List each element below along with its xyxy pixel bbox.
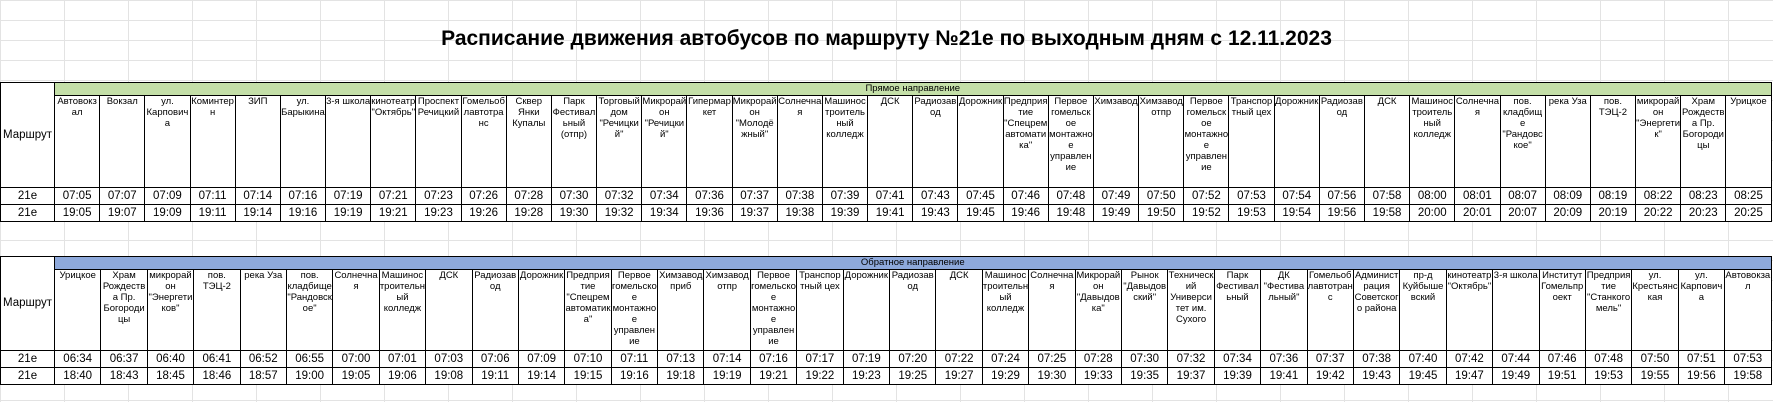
departure-time-cell: 06:52 <box>240 351 286 368</box>
departure-time-cell: 07:53 <box>1229 188 1274 205</box>
stop-name-header: Урицкое <box>55 270 101 351</box>
departure-time-cell: 19:49 <box>1093 205 1138 222</box>
departure-time-cell: 07:38 <box>1353 351 1399 368</box>
departure-time-cell: 19:42 <box>1307 368 1353 385</box>
departure-time-cell: 08:19 <box>1590 188 1635 205</box>
departure-time-cell: 18:40 <box>55 368 101 385</box>
stop-name-header: Автовокзал <box>1725 270 1771 351</box>
departure-time-cell: 19:05 <box>333 368 379 385</box>
stop-name-header: Радиозавод <box>472 270 518 351</box>
departure-time-cell: 07:25 <box>1029 351 1075 368</box>
departure-time-cell: 06:40 <box>147 351 193 368</box>
departure-time-cell: 20:23 <box>1681 205 1726 222</box>
departure-time-cell: 20:19 <box>1590 205 1635 222</box>
departure-time-cell: 19:51 <box>1539 368 1585 385</box>
departure-time-cell: 07:09 <box>145 188 190 205</box>
stop-name-header: Проспект Речицкий <box>416 96 461 188</box>
stop-name-header: 3-я школа <box>326 96 371 188</box>
departure-time-cell: 06:41 <box>194 351 240 368</box>
departure-time-cell: 07:19 <box>843 351 889 368</box>
departure-time-cell: 07:50 <box>1632 351 1678 368</box>
stop-name-header: ул. Карповича <box>1678 270 1724 351</box>
stop-name-header: Солнечная <box>333 270 379 351</box>
schedule-row <box>1 188 1772 205</box>
stop-name-header: Институт Гомельпроект <box>1539 270 1585 351</box>
departure-time-cell: 19:45 <box>1400 368 1446 385</box>
departure-time-cell: 07:03 <box>426 351 472 368</box>
departure-time-cell: 19:28 <box>506 205 551 222</box>
departure-time-cell: 07:49 <box>1093 188 1138 205</box>
departure-time-cell: 19:39 <box>1214 368 1260 385</box>
stop-name-header: Предприятие "Спецремавтоматика" <box>1003 96 1048 188</box>
stop-name-header: Солнечная <box>1455 96 1500 188</box>
route-column-header: Маршрут <box>1 257 55 351</box>
departure-time-cell: 19:08 <box>426 368 472 385</box>
departure-time-cell: 07:37 <box>732 188 777 205</box>
stop-name-header: ул. Крестьянская <box>1632 270 1678 351</box>
departure-time-cell: 07:23 <box>416 188 461 205</box>
stop-name-header: Дорожник <box>518 270 564 351</box>
stop-name-header: Машиностроительный колледж <box>982 270 1028 351</box>
route-number-cell: 21е <box>1 368 55 385</box>
departure-time-cell: 07:34 <box>642 188 687 205</box>
stop-name-header: Первое гомельское монтажное управление <box>750 270 796 351</box>
departure-time-cell: 19:22 <box>797 368 843 385</box>
stop-name-header: Администрация Советского района <box>1353 270 1399 351</box>
stop-name-header: Гомельоблавтотранс <box>1307 270 1353 351</box>
stop-name-header: река Уза <box>1545 96 1590 188</box>
stop-name-header: Храм Рождества Пр. Богородицы <box>101 270 147 351</box>
departure-time-cell: 07:20 <box>890 351 936 368</box>
departure-time-cell: 19:56 <box>1319 205 1364 222</box>
departure-time-cell: 07:17 <box>797 351 843 368</box>
stop-name-header: Солнечная <box>777 96 822 188</box>
departure-time-cell: 19:47 <box>1446 368 1492 385</box>
departure-time-cell: 07:14 <box>704 351 750 368</box>
departure-time-cell: 19:58 <box>1364 205 1409 222</box>
departure-time-cell: 19:14 <box>518 368 564 385</box>
departure-time-cell: 06:34 <box>55 351 101 368</box>
departure-time-cell: 07:53 <box>1725 351 1771 368</box>
stop-name-header: Химзавод <box>1093 96 1138 188</box>
departure-time-cell: 19:27 <box>936 368 982 385</box>
departure-time-cell: 19:00 <box>286 368 332 385</box>
departure-time-cell: 07:09 <box>518 351 564 368</box>
stop-name-header: пов. кладбище "Рандовское" <box>286 270 332 351</box>
direction-banner: Прямое направление <box>55 83 1772 96</box>
departure-time-cell: 07:40 <box>1400 351 1446 368</box>
departure-time-cell: 19:21 <box>371 205 416 222</box>
departure-time-cell: 19:16 <box>611 368 657 385</box>
stop-name-header: Радиозавод <box>1319 96 1364 188</box>
departure-time-cell: 18:57 <box>240 368 286 385</box>
schedule-row <box>1 351 1772 368</box>
stop-name-header: Дорожник <box>1274 96 1319 188</box>
stop-name-header: ул. Барыкина <box>280 96 325 188</box>
departure-time-cell: 07:42 <box>1446 351 1492 368</box>
stop-name-header: Микрорайон "Речицкий" <box>642 96 687 188</box>
departure-time-cell: 19:35 <box>1121 368 1167 385</box>
stop-name-header: Технический Университет им. Сухого <box>1168 270 1214 351</box>
stop-name-header: 3-я школа <box>1493 270 1539 351</box>
stop-name-header: микрорайон "Энергетик" <box>1636 96 1681 188</box>
departure-time-cell: 20:09 <box>1545 205 1590 222</box>
departure-time-cell: 19:14 <box>235 205 280 222</box>
stop-name-header: Сквер Янки Купалы <box>506 96 551 188</box>
stop-name-header: Предприятие "Станкогомель" <box>1585 270 1631 351</box>
route-number-cell: 21е <box>1 188 55 205</box>
departure-time-cell: 07:32 <box>597 188 642 205</box>
stop-name-header: Радиозавод <box>913 96 958 188</box>
departure-time-cell: 19:21 <box>750 368 796 385</box>
stop-name-header: Урицкое <box>1726 96 1771 188</box>
departure-time-cell: 07:41 <box>868 188 913 205</box>
stop-name-header: Коминтерн <box>190 96 235 188</box>
departure-time-cell: 19:55 <box>1632 368 1678 385</box>
departure-time-cell: 20:22 <box>1636 205 1681 222</box>
departure-time-cell: 07:45 <box>958 188 1003 205</box>
stop-name-header: Первое гомельское монтажное управление <box>1184 96 1229 188</box>
departure-time-cell: 20:07 <box>1500 205 1545 222</box>
departure-time-cell: 19:43 <box>913 205 958 222</box>
departure-time-cell: 07:48 <box>1585 351 1631 368</box>
departure-time-cell: 18:46 <box>194 368 240 385</box>
stop-name-header: Парк Фестивальный <box>1214 270 1260 351</box>
departure-time-cell: 18:45 <box>147 368 193 385</box>
departure-time-cell: 07:07 <box>100 188 145 205</box>
departure-time-cell: 07:11 <box>611 351 657 368</box>
departure-time-cell: 07:22 <box>936 351 982 368</box>
departure-time-cell: 20:25 <box>1726 205 1771 222</box>
departure-time-cell: 19:29 <box>982 368 1028 385</box>
stop-name-header: Солнечная <box>1029 270 1075 351</box>
departure-time-cell: 07:10 <box>565 351 611 368</box>
stop-name-header: Машиностроительный колледж <box>822 96 867 188</box>
stop-name-header: ЗИП <box>235 96 280 188</box>
stop-name-header: Парк Фестивальный (отпр) <box>551 96 596 188</box>
stop-name-header: Торговый дом "Речицкий" <box>597 96 642 188</box>
schedule-row <box>1 368 1772 385</box>
stop-name-header: пр-д Куйбышевский <box>1400 270 1446 351</box>
departure-time-cell: 19:37 <box>1168 368 1214 385</box>
departure-time-cell: 08:09 <box>1545 188 1590 205</box>
departure-time-cell: 19:41 <box>1261 368 1307 385</box>
stop-name-header: ул. Карповича <box>145 96 190 188</box>
stop-name-header: Гомельоблавтотранс <box>461 96 506 188</box>
departure-time-cell: 19:39 <box>822 205 867 222</box>
departure-time-cell: 19:52 <box>1184 205 1229 222</box>
departure-time-cell: 07:19 <box>326 188 371 205</box>
stop-name-header: пов. ТЭЦ-2 <box>1590 96 1635 188</box>
reverse-schedule-table <box>0 256 1772 385</box>
departure-time-cell: 19:11 <box>472 368 518 385</box>
departure-time-cell: 07:44 <box>1493 351 1539 368</box>
departure-time-cell: 18:43 <box>101 368 147 385</box>
route-column-header: Маршрут <box>1 83 55 188</box>
departure-time-cell: 19:30 <box>551 205 596 222</box>
stop-name-header: кинотеатр "Октябрь" <box>371 96 416 188</box>
stop-name-header: Дорожник <box>843 270 889 351</box>
departure-time-cell: 07:36 <box>1261 351 1307 368</box>
departure-time-cell: 07:38 <box>777 188 822 205</box>
stop-name-header: Транспортный цех <box>1229 96 1274 188</box>
stop-name-header: Первое гомельское монтажное управление <box>1048 96 1093 188</box>
departure-time-cell: 07:48 <box>1048 188 1093 205</box>
departure-time-cell: 19:23 <box>416 205 461 222</box>
departure-time-cell: 19:50 <box>1139 205 1184 222</box>
stop-name-header: Рынок "Давыдовский" <box>1121 270 1167 351</box>
departure-time-cell: 07:30 <box>551 188 596 205</box>
departure-time-cell: 07:32 <box>1168 351 1214 368</box>
departure-time-cell: 07:30 <box>1121 351 1167 368</box>
page-title: Расписание движения автобусов по маршруту №21е по выходным дням с 12.11.2023 <box>441 27 1332 50</box>
departure-time-cell: 19:53 <box>1229 205 1274 222</box>
departure-time-cell: 19:09 <box>145 205 190 222</box>
departure-time-cell: 19:26 <box>461 205 506 222</box>
departure-time-cell: 19:48 <box>1048 205 1093 222</box>
stop-name-header: Транспортный цех <box>797 270 843 351</box>
departure-time-cell: 07:34 <box>1214 351 1260 368</box>
departure-time-cell: 07:50 <box>1139 188 1184 205</box>
departure-time-cell: 19:23 <box>843 368 889 385</box>
stop-name-header: Машиностроительный колледж <box>1410 96 1455 188</box>
departure-time-cell: 07:16 <box>750 351 796 368</box>
schedule-row <box>1 205 1772 222</box>
departure-time-cell: 07:46 <box>1539 351 1585 368</box>
stop-name-header: пов. кладбище "Рандовское" <box>1500 96 1545 188</box>
stop-name-header: Вокзал <box>100 96 145 188</box>
direction-banner: Обратное направление <box>55 257 1772 270</box>
departure-time-cell: 07:21 <box>371 188 416 205</box>
departure-time-cell: 19:43 <box>1353 368 1399 385</box>
departure-time-cell: 19:56 <box>1678 368 1724 385</box>
departure-time-cell: 07:36 <box>687 188 732 205</box>
stop-name-header: кинотеатр "Октябрь" <box>1446 270 1492 351</box>
departure-time-cell: 07:24 <box>982 351 1028 368</box>
stop-name-header: Химзавод отпр <box>1139 96 1184 188</box>
departure-time-cell: 07:16 <box>280 188 325 205</box>
stop-name-header: ДСК <box>936 270 982 351</box>
departure-time-cell: 19:30 <box>1029 368 1075 385</box>
departure-time-cell: 07:05 <box>55 188 100 205</box>
stop-name-header: река Уза <box>240 270 286 351</box>
departure-time-cell: 06:55 <box>286 351 332 368</box>
departure-time-cell: 07:01 <box>379 351 425 368</box>
departure-time-cell: 19:19 <box>704 368 750 385</box>
departure-time-cell: 08:07 <box>1500 188 1545 205</box>
departure-time-cell: 19:41 <box>868 205 913 222</box>
stop-name-header: Первое гомельское монтажное управление <box>611 270 657 351</box>
stop-name-header: Радиозавод <box>890 270 936 351</box>
stop-name-header: Автовокзал <box>55 96 100 188</box>
departure-time-cell: 19:06 <box>379 368 425 385</box>
departure-time-cell: 19:37 <box>732 205 777 222</box>
departure-time-cell: 19:19 <box>326 205 371 222</box>
departure-time-cell: 19:53 <box>1585 368 1631 385</box>
departure-time-cell: 07:58 <box>1364 188 1409 205</box>
stop-name-header: Химзавод отпр <box>704 270 750 351</box>
departure-time-cell: 07:37 <box>1307 351 1353 368</box>
departure-time-cell: 19:49 <box>1493 368 1539 385</box>
departure-time-cell: 06:37 <box>101 351 147 368</box>
departure-time-cell: 20:01 <box>1455 205 1500 222</box>
departure-time-cell: 07:46 <box>1003 188 1048 205</box>
route-number-cell: 21е <box>1 205 55 222</box>
departure-time-cell: 07:11 <box>190 188 235 205</box>
departure-time-cell: 07:28 <box>1075 351 1121 368</box>
stop-name-header: ДК "Фестивальный" <box>1261 270 1307 351</box>
departure-time-cell: 19:11 <box>190 205 235 222</box>
departure-time-cell: 19:34 <box>642 205 687 222</box>
departure-time-cell: 19:33 <box>1075 368 1121 385</box>
departure-time-cell: 19:07 <box>100 205 145 222</box>
stop-name-header: ДСК <box>868 96 913 188</box>
departure-time-cell: 08:25 <box>1726 188 1771 205</box>
departure-time-cell: 07:54 <box>1274 188 1319 205</box>
departure-time-cell: 07:00 <box>333 351 379 368</box>
departure-time-cell: 19:45 <box>958 205 1003 222</box>
departure-time-cell: 07:14 <box>235 188 280 205</box>
forward-schedule-table <box>0 82 1772 222</box>
stop-name-header: Микрорайон "Давыдовка" <box>1075 270 1121 351</box>
departure-time-cell: 19:54 <box>1274 205 1319 222</box>
departure-time-cell: 07:26 <box>461 188 506 205</box>
departure-time-cell: 07:43 <box>913 188 958 205</box>
stop-name-header: Машиностроительный колледж <box>379 270 425 351</box>
departure-time-cell: 19:15 <box>565 368 611 385</box>
stop-name-header: Гипермаркет <box>687 96 732 188</box>
stop-name-header: Предприятие "Спецремавтоматика" <box>565 270 611 351</box>
departure-time-cell: 19:58 <box>1725 368 1771 385</box>
stop-name-header: Химзавод приб <box>658 270 704 351</box>
departure-time-cell: 08:22 <box>1636 188 1681 205</box>
stop-name-header: ДСК <box>426 270 472 351</box>
departure-time-cell: 07:51 <box>1678 351 1724 368</box>
stop-name-header: Дорожник <box>958 96 1003 188</box>
stop-name-header: микрорайон "Энергетиков" <box>147 270 193 351</box>
stop-name-header: ДСК <box>1364 96 1409 188</box>
departure-time-cell: 19:05 <box>55 205 100 222</box>
departure-time-cell: 19:46 <box>1003 205 1048 222</box>
departure-time-cell: 07:56 <box>1319 188 1364 205</box>
stop-name-header: пов. ТЭЦ-2 <box>194 270 240 351</box>
departure-time-cell: 08:01 <box>1455 188 1500 205</box>
departure-time-cell: 19:36 <box>687 205 732 222</box>
departure-time-cell: 20:00 <box>1410 205 1455 222</box>
departure-time-cell: 08:00 <box>1410 188 1455 205</box>
stop-name-header: Храм Рождества Пр. Богородицы <box>1681 96 1726 188</box>
departure-time-cell: 19:25 <box>890 368 936 385</box>
departure-time-cell: 07:39 <box>822 188 867 205</box>
departure-time-cell: 07:13 <box>658 351 704 368</box>
departure-time-cell: 07:28 <box>506 188 551 205</box>
departure-time-cell: 19:16 <box>280 205 325 222</box>
stop-name-header: Микрорайон "Молодёжный" <box>732 96 777 188</box>
departure-time-cell: 19:38 <box>777 205 822 222</box>
route-number-cell: 21е <box>1 351 55 368</box>
departure-time-cell: 07:52 <box>1184 188 1229 205</box>
departure-time-cell: 08:23 <box>1681 188 1726 205</box>
departure-time-cell: 19:18 <box>658 368 704 385</box>
departure-time-cell: 19:32 <box>597 205 642 222</box>
departure-time-cell: 07:06 <box>472 351 518 368</box>
